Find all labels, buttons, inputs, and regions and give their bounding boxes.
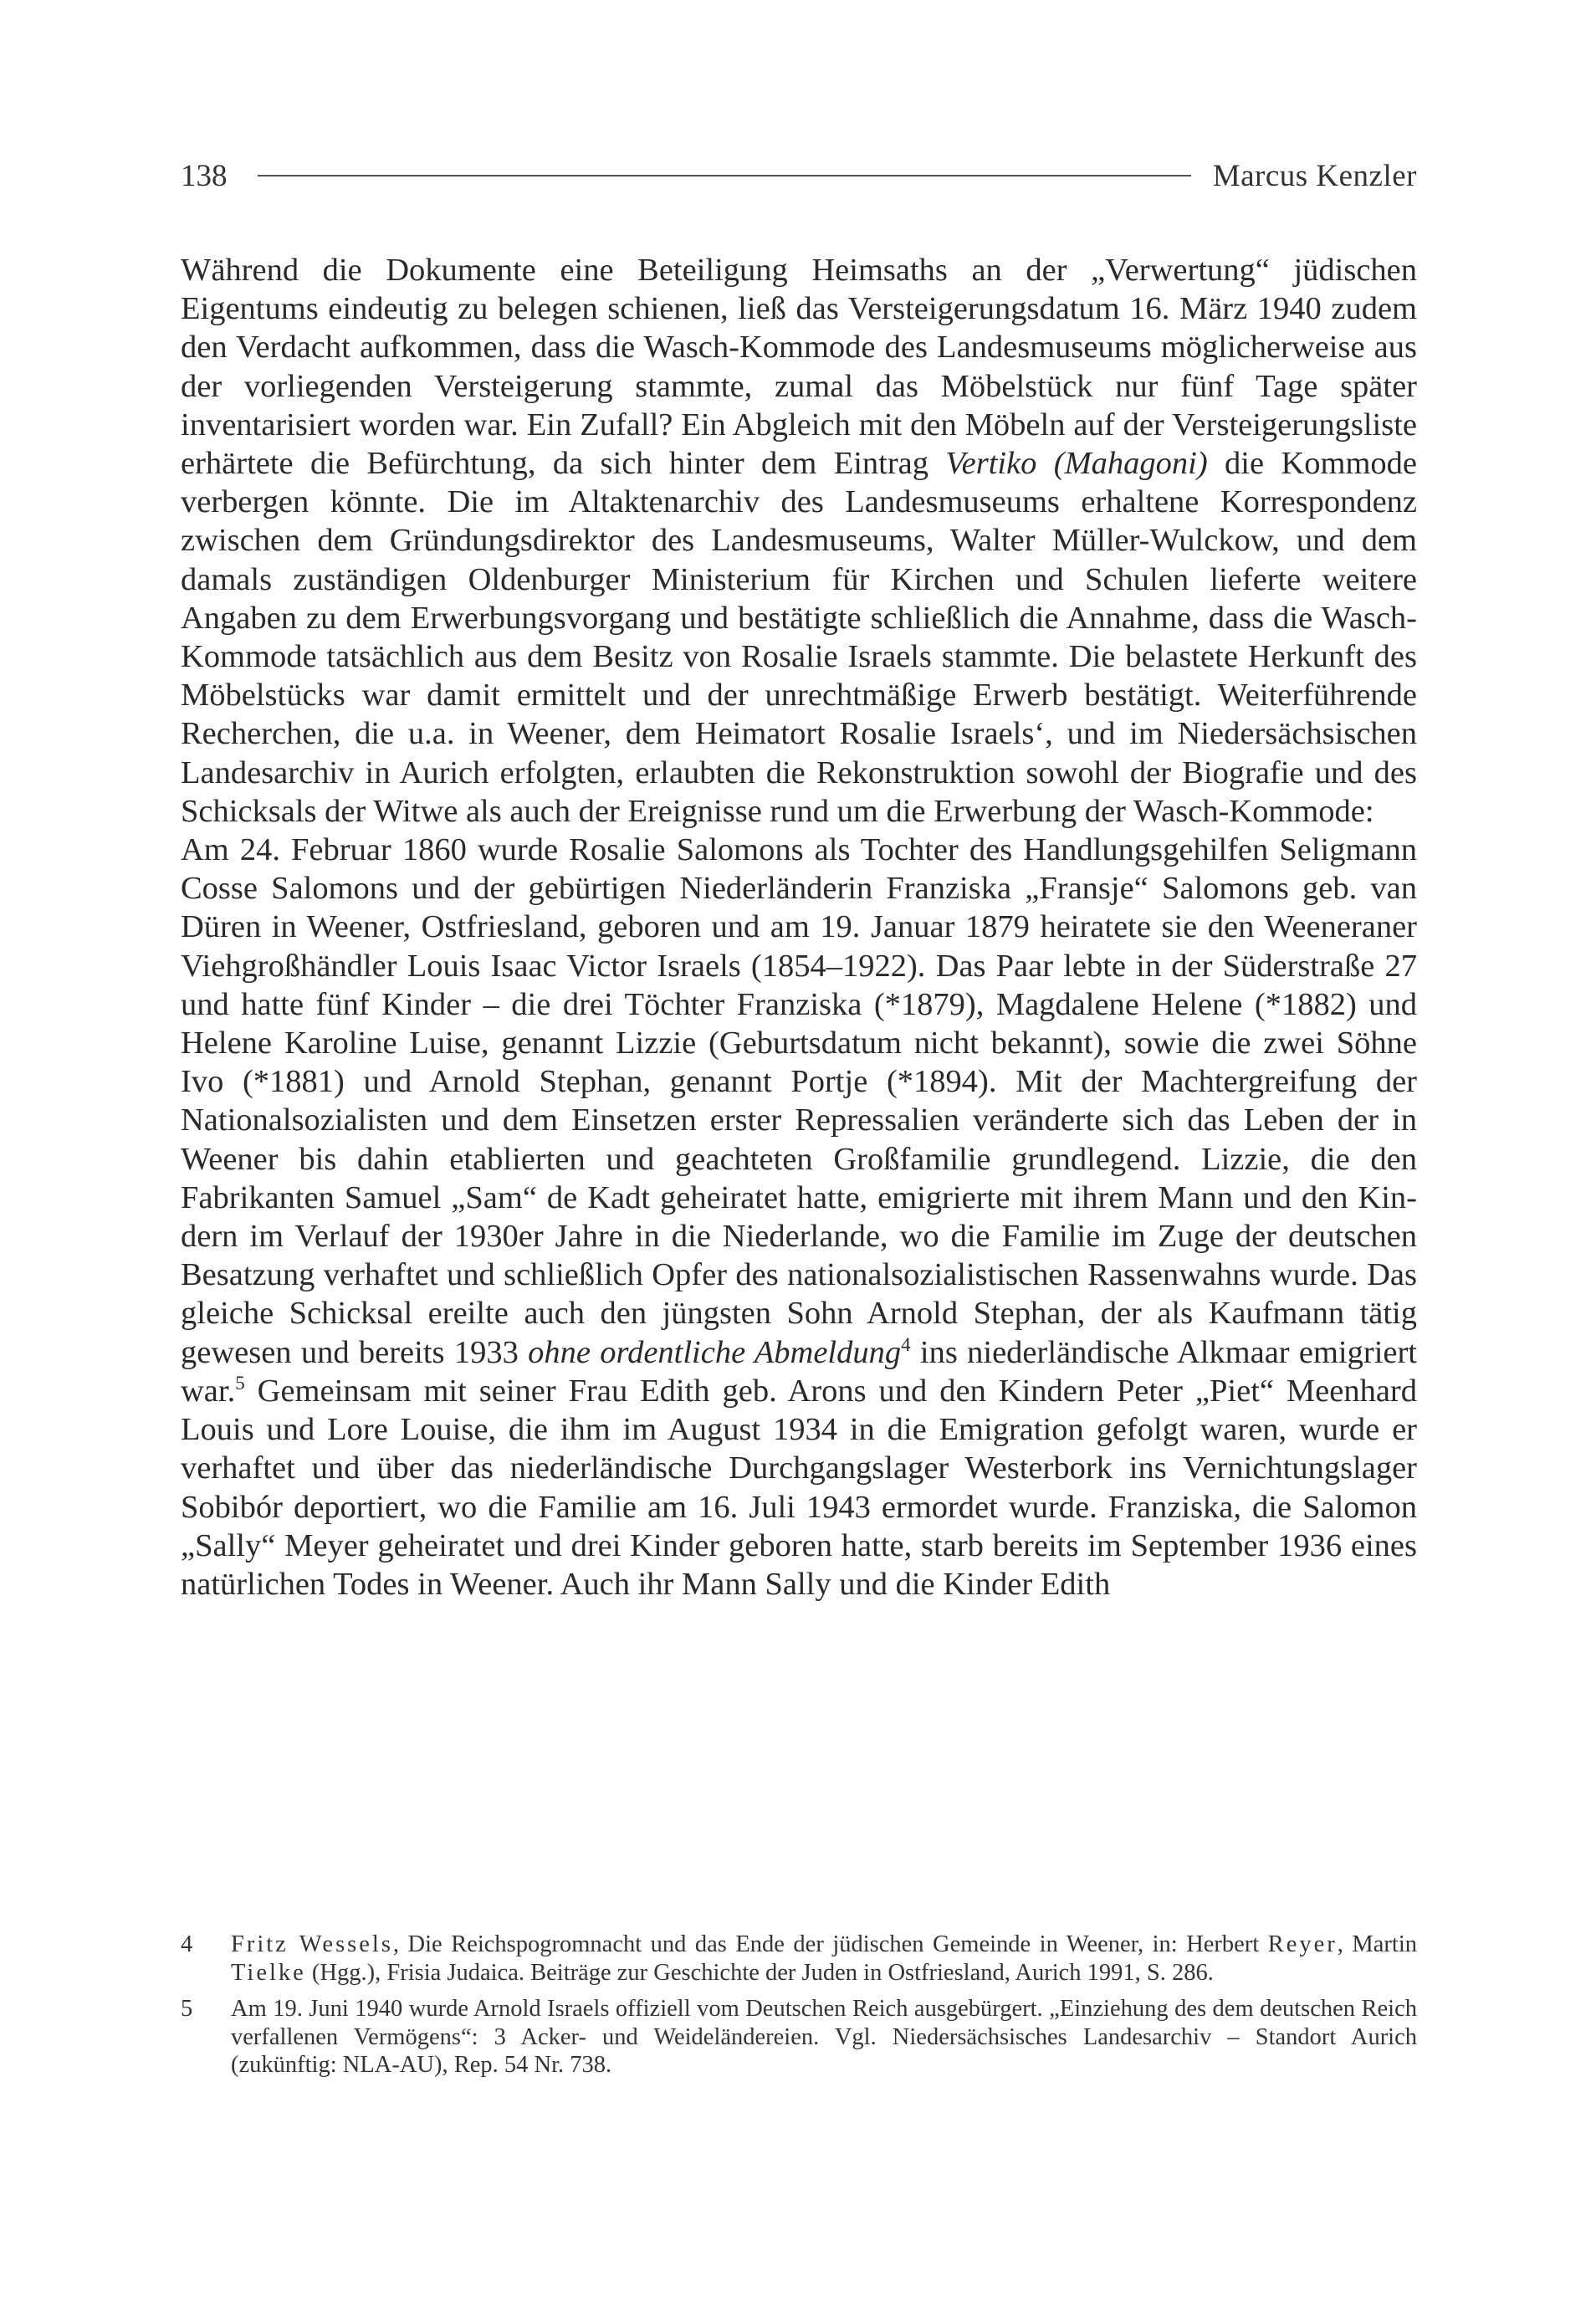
footnote-text-part: (Hgg.), Frisia Judaica. Beiträge zur Geschichte der Juden in Ostfriesland, Aurich 1991, S. 286. (305, 1959, 1214, 1986)
running-head (181, 151, 1417, 201)
footnote-text: Am 19. Juni 1940 wurde Arnold Israels offiziell vom Deutschen Reich ausgebürgert. „Einziehung des dem deutschen Reich verfallenen Vermögens“: 3 Acker- und Weideländereien. Vgl. Niedersächsisches Landesarchiv – Standort Aurich (zukünftig: NLA-AU), Rep. 54 Nr. 738. (231, 1996, 1417, 2078)
footnote-4 (181, 1931, 1417, 1987)
running-head-author: Marcus Kenzler (1212, 158, 1417, 193)
footnote-number: 4 (181, 1931, 193, 1957)
footnote-text (231, 1931, 1417, 1987)
footnote-text-part: , Martin (1337, 1931, 1417, 1957)
paragraph-1-text-a: Während die Dokumente eine Beteiligung Heimsaths an der „Verwertung“ jüdischen Eigentums eindeutig zu belegen schienen, ließ das Versteigerungsdatum 16. März 1940 zudem den Verdacht aufkommen, dass die Wasch-Kommode des Landesmuseums möglicherweise aus der vorliegenden Versteigerung stammte, zumal das Möbelstück nur fünf Tage später inventarisiert worden war. Ein Zufall? Ein Abgleich mit den Möbeln auf der Versteigerungsliste erhärtete die Befürchtung, da sich hinter dem Eintrag (181, 253, 1417, 482)
footnote-editor-name: Reyer (1267, 1931, 1338, 1957)
footnote-ref-4[interactable]: 4 (901, 1333, 911, 1355)
footnote-5 (181, 1995, 1417, 2079)
footnote-ref-5[interactable]: 5 (235, 1373, 245, 1394)
italic-term-vertiko: Vertiko (Mahagoni) (945, 446, 1208, 482)
header-rule (258, 175, 1191, 176)
body-text (181, 251, 1417, 1603)
page-number: 138 (181, 158, 228, 193)
footnote-number: 5 (181, 1996, 193, 2022)
paragraph-2-text-c: Gemeinsam mit seiner Frau Edith geb. Arons und den Kindern Peter „Piet“ Meenhard Louis und Lore Louise, die ihm im August 1934 in die Emigration gefolgt waren, wurde er verhaftet und über das niederländische Durchgangslager Westerbork ins Vernichtungslager Sobibór deportiert, wo die Familie am 16. Juli 1943 ermordet wurde. Franziska, die Salomon „Sally“ Meyer geheiratet und drei Kinder geboren hatte, starb bereits im September 1936 eines natürlichen Todes in Weener. Auch ihr Mann Sally und die Kinder Edith (181, 1373, 1417, 1602)
italic-quote-abmeldung: ohne ordentliche Abmeldung (528, 1334, 902, 1370)
paragraph-2-text-b: ins niederländische Alkmaar emigriert war. (181, 1334, 1417, 1409)
paragraph-1-text-b: die Kommode verbergen könnte. Die im Altaktenarchiv des Landesmuseums erhaltene Korrespondenz zwischen dem Gründungsdirektor des Landesmuseums, Walter Müller-Wulckow, und dem damals zuständigen Oldenburger Ministerium für Kirchen und Schulen lieferte weitere Angaben zu dem Erwerbungsvorgang und bestätigte schließlich die Annahme, dass die Wasch-Kommode tatsächlich aus dem Besitz von Rosalie Israels stammte. Die belastete Herkunft des Möbelstücks war damit ermittelt und der unrechtmäßige Erwerb bestätigt. Weiterführende Recherchen, die u.a. in Weener, dem Heimatort Rosalie Israels‘, und im Niedersächsischen Landesarchiv in Aurich erfolgten, erlaubten die Rekonstruktion sowohl der Biografie und des Schicksals der Witwe als auch der Ereignisse rund um die Erwerbung der Wasch-Kommode: (181, 446, 1417, 829)
paragraph-1 (181, 251, 1417, 831)
page (181, 151, 1417, 1603)
paragraph-2 (181, 831, 1417, 1603)
paragraph-2-text-a: Am 24. Februar 1860 wurde Rosalie Salomons als Tochter des Handlungsgehilfen Seligmann Cosse Salomons und der gebürtigen Niederländerin Franziska „Fransje“ Salomons geb. van Düren in Weener, Ostfriesland, geboren und am 19. Januar 1879 heiratete sie den Weeneraner Viehgroßhändler Louis Isaac Victor Israels (1854–1922). Das Paar lebte in der Süderstraße 27 und hatte fünf Kinder – die drei Töchter Franziska (*1879), Magdalene Helene (*1882) und Helene Karoline Luise, genannt Lizzie (Geburtsdatum nicht bekannt), sowie die zwei Söhne Ivo (*1881) und Arnold Stephan, genannt Portje (*1894). Mit der Machtergreifung der Nationalsozialisten und dem Einsetzen erster Repressalien veränderte sich das Leben der in Weener bis dahin etablierten und geachteten Großfamilie grundlegend. Lizzie, die den Fabrikanten Samuel „Sam“ de Kadt geheiratet hatte, emigrierte mit ihrem Mann und den Kindern im Verlauf der 1930er Jahre in die Niederlande, wo die Familie im Zuge der deutschen Besatzung verhaftet und schließlich Opfer des nationalsozialistischen Rassenwahns wurde. Das gleiche Schicksal ereilte auch den jüngsten Sohn Arnold Stephan, der als Kaufmann tätig gewesen und bereits 1933 (181, 832, 1417, 1370)
footnote-text-part: , Die Reichspogromnacht und das Ende der jüdischen Gemeinde in Weener, in: Herbert (392, 1931, 1268, 1957)
footnote-editor-name: Tielke (231, 1959, 306, 1986)
footnote-author-name: Fritz Wessels (231, 1931, 393, 1957)
footnotes (181, 1931, 1417, 2088)
